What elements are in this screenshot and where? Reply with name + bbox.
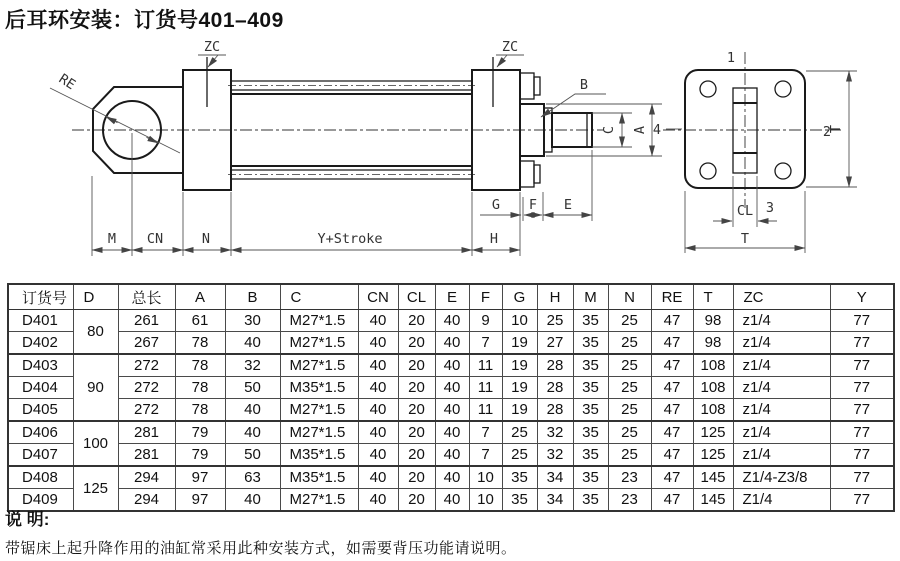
table-cell: 25 [608,399,651,422]
table-cell: 77 [830,489,894,512]
table-cell: 25 [608,354,651,377]
dim-label-y-stroke: Y+Stroke [317,231,383,247]
table-row [8,332,894,355]
table-cell: 25 [608,310,651,332]
dim-label-zc-front: ZC [501,39,519,55]
column-header: 订货号 [8,284,73,310]
table-cell: 40 [358,332,398,355]
table-cell: M27*1.5 [280,421,358,444]
table-cell: 281 [118,421,175,444]
table-cell: 35 [573,332,608,355]
table-cell-d-group: 125 [73,466,118,511]
balloon-3: 3 [765,200,775,216]
dim-label-cn: CN [146,231,164,247]
table-cell: 35 [502,466,537,489]
table-cell: z1/4 [733,444,830,467]
table-cell: 40 [358,399,398,422]
table-cell: 77 [830,421,894,444]
table-cell: D407 [8,444,73,467]
column-header: N [608,284,651,310]
table-cell: M27*1.5 [280,489,358,512]
dim-label-n: N [201,231,211,247]
note-section [5,505,895,558]
dim-label-f: F [528,197,538,213]
table-cell: M27*1.5 [280,332,358,355]
table-cell: 7 [469,421,502,444]
table-cell: z1/4 [733,377,830,399]
table-cell: 47 [651,332,693,355]
table-cell: 28 [537,399,573,422]
table-cell: 35 [573,421,608,444]
table-cell: 20 [398,332,435,355]
table-cell: 10 [469,489,502,512]
note-body: 带锯床上起升降作用的油缸常采用此种安装方式，如需要背压功能请说明。 [5,540,517,557]
table-cell: 77 [830,466,894,489]
table-cell: 34 [537,489,573,512]
table-cell: 77 [830,377,894,399]
table-row [8,421,894,444]
table-cell: 20 [398,354,435,377]
table-cell: 40 [225,332,280,355]
table-cell: 11 [469,354,502,377]
table-cell: 40 [358,354,398,377]
dim-label-h: H [489,231,499,247]
table-cell: 25 [608,421,651,444]
table-cell: 77 [830,310,894,332]
table-cell: 23 [608,466,651,489]
table-cell: 47 [651,377,693,399]
column-header: H [537,284,573,310]
table-cell: Z1/4-Z3/8 [733,466,830,489]
table-cell: 77 [830,354,894,377]
table-cell: 63 [225,466,280,489]
bolt-hole [700,163,716,179]
table-cell: 40 [435,466,469,489]
table-cell: 78 [175,332,225,355]
table-cell: 267 [118,332,175,355]
column-header: D [73,284,118,310]
table-cell: 79 [175,444,225,467]
table-cell: 40 [435,399,469,422]
table-cell: 40 [358,466,398,489]
dim-label-a: A [632,125,648,135]
dim-label-g: G [491,197,501,213]
column-header: C [280,284,358,310]
table-cell: 261 [118,310,175,332]
flange-end-view [663,52,841,208]
table-cell: 35 [573,489,608,512]
cylinder-side-view [72,57,604,190]
table-cell: 20 [398,489,435,512]
dim-label-t-height: T [828,124,844,134]
table-cell: 40 [225,489,280,512]
table-cell: 23 [608,489,651,512]
table-cell: 97 [175,489,225,512]
table-cell: 32 [225,354,280,377]
table-cell: 294 [118,466,175,489]
table-cell: 40 [358,377,398,399]
table-cell: D408 [8,466,73,489]
table-cell: D401 [8,310,73,332]
column-header: G [502,284,537,310]
table-cell: 25 [502,421,537,444]
table-cell: 19 [502,377,537,399]
table-cell: 19 [502,399,537,422]
table-cell: 78 [175,354,225,377]
table-cell: D406 [8,421,73,444]
table-cell: M35*1.5 [280,377,358,399]
dim-label-t-width: T [740,231,750,247]
table-cell: M35*1.5 [280,466,358,489]
table-cell: z1/4 [733,421,830,444]
table-cell: 40 [358,489,398,512]
table-cell: 40 [435,489,469,512]
balloon-4: 4 [652,122,662,138]
table-cell: 9 [469,310,502,332]
table-cell: 20 [398,310,435,332]
table-cell: 40 [435,354,469,377]
table-cell: z1/4 [733,332,830,355]
column-header: M [573,284,608,310]
table-cell-d-group: 80 [73,310,118,355]
table-cell: 25 [537,310,573,332]
table-row [8,444,894,467]
spec-table-body [8,310,894,512]
table-cell: 27 [537,332,573,355]
header-row [8,284,894,310]
table-cell: 145 [693,466,733,489]
table-row [8,466,894,489]
column-header: Y [830,284,894,310]
table-cell: 294 [118,489,175,512]
table-cell: 77 [830,444,894,467]
column-header: B [225,284,280,310]
table-cell: 20 [398,444,435,467]
table-cell: D405 [8,399,73,422]
column-header: T [693,284,733,310]
table-cell-d-group: 90 [73,354,118,421]
column-header: E [435,284,469,310]
table-cell: 20 [398,421,435,444]
table-cell: 20 [398,466,435,489]
dim-label-re: RE [55,70,79,94]
table-cell-d-group: 100 [73,421,118,466]
table-cell: 47 [651,489,693,512]
column-header: A [175,284,225,310]
dim-label-cl: CL [736,203,754,219]
table-cell: 50 [225,377,280,399]
table-cell: 10 [469,466,502,489]
table-cell: 20 [398,377,435,399]
column-header: F [469,284,502,310]
end-view-dimensions [685,71,857,253]
table-cell: 32 [537,444,573,467]
table-cell: 35 [573,310,608,332]
table-cell: 19 [502,332,537,355]
table-cell: 108 [693,354,733,377]
dim-label-e: E [563,197,573,213]
table-cell: 34 [537,466,573,489]
dim-label-c: C [601,125,617,135]
table-cell: 47 [651,444,693,467]
table-cell: 11 [469,377,502,399]
table-cell: D402 [8,332,73,355]
table-cell: 25 [502,444,537,467]
table-cell: D409 [8,489,73,512]
table-cell: D404 [8,377,73,399]
page-title: 后耳环安装：订货号401–409 [5,9,284,32]
table-cell: 40 [358,421,398,444]
table-cell: z1/4 [733,354,830,377]
table-cell: M35*1.5 [280,444,358,467]
table-cell: 98 [693,332,733,355]
table-cell: 25 [608,377,651,399]
column-header: 总长 [118,284,175,310]
column-header: RE [651,284,693,310]
table-cell: 97 [175,466,225,489]
table-cell: 79 [175,421,225,444]
table-cell: z1/4 [733,399,830,422]
bolt-hole [775,81,791,97]
table-cell: 35 [573,399,608,422]
column-header: CN [358,284,398,310]
table-cell: 108 [693,399,733,422]
table-cell: 30 [225,310,280,332]
table-cell: 35 [573,466,608,489]
table-cell: 35 [573,444,608,467]
table-cell: 77 [830,332,894,355]
dim-label-zc-rear: ZC [203,39,221,55]
table-cell: 47 [651,399,693,422]
table-cell: 78 [175,377,225,399]
table-cell: 40 [435,421,469,444]
table-cell: 25 [608,332,651,355]
table-cell: 78 [175,399,225,422]
note-heading: 说 明: [5,510,50,529]
table-cell: 19 [502,354,537,377]
table-cell: 28 [537,354,573,377]
table-cell: 35 [573,377,608,399]
table-cell: 272 [118,354,175,377]
table-cell: 40 [435,377,469,399]
table-cell: 32 [537,421,573,444]
table-cell: 272 [118,399,175,422]
table-cell: 40 [225,421,280,444]
table-cell: 40 [358,444,398,467]
table-row [8,310,894,332]
balloon-1: 1 [726,50,736,66]
table-cell: 98 [693,310,733,332]
table-cell: 11 [469,399,502,422]
balloon-2: 2 [822,124,832,140]
column-header: CL [398,284,435,310]
table-cell: 61 [175,310,225,332]
table-cell: 47 [651,354,693,377]
table-cell: 50 [225,444,280,467]
dim-label-b: B [579,77,589,93]
table-cell: 35 [573,354,608,377]
table-cell: 108 [693,377,733,399]
table-cell: 47 [651,466,693,489]
dim-label-m: M [107,231,117,247]
table-cell: 35 [502,489,537,512]
table-cell: 28 [537,377,573,399]
table-cell: 40 [435,444,469,467]
bolt-hole [775,163,791,179]
table-row [8,377,894,399]
table-cell: 7 [469,332,502,355]
table-cell: D403 [8,354,73,377]
table-cell: 10 [502,310,537,332]
table-cell: 125 [693,444,733,467]
column-header: ZC [733,284,830,310]
table-cell: 40 [435,332,469,355]
table-cell: 125 [693,421,733,444]
table-cell: M27*1.5 [280,310,358,332]
table-cell: 40 [435,310,469,332]
table-cell: 7 [469,444,502,467]
table-cell: z1/4 [733,310,830,332]
table-cell: 20 [398,399,435,422]
table-cell: 281 [118,444,175,467]
technical-drawing [0,36,900,280]
table-cell: Z1/4 [733,489,830,512]
table-cell: 40 [358,310,398,332]
table-cell: 272 [118,377,175,399]
table-cell: 47 [651,310,693,332]
table-cell: 47 [651,421,693,444]
table-cell: 40 [225,399,280,422]
table-cell: 77 [830,399,894,422]
table-cell: M27*1.5 [280,399,358,422]
table-cell: 145 [693,489,733,512]
spec-table [7,283,895,512]
bolt-hole [700,81,716,97]
table-row [8,354,894,377]
table-cell: M27*1.5 [280,354,358,377]
table-row [8,399,894,422]
table-cell: 25 [608,444,651,467]
